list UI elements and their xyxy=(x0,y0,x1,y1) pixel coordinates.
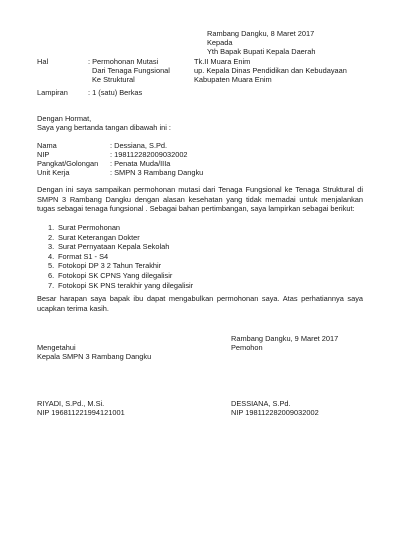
lampiran-value: : 1 (satu) Berkas xyxy=(88,88,143,97)
signatory-nip: NIP 196811221994121001 xyxy=(37,408,125,417)
header-place-date: Rambang Dangku, 8 Maret 2017 xyxy=(207,29,315,38)
identity-value: : 198112282009032002 xyxy=(110,150,188,159)
header-recipient-line: Kabupaten Muara Enim xyxy=(194,75,272,84)
header-recipient-line: Yth Bapak Bupati Kepala Daerah xyxy=(207,47,316,56)
attachment-item: 6. Fotokopi SK CPNS Yang dilegalisir xyxy=(48,270,173,280)
hal-value-line: Ke Struktural xyxy=(92,75,135,84)
attachment-item: 7. Fotokopi SK PNS terakhir yang dilegalisir xyxy=(48,280,194,290)
attachment-item: 1. Surat Permohonan xyxy=(48,223,121,232)
lampiran-label: Lampiran xyxy=(37,88,68,97)
signatory-name: DESSIANA, S.Pd. xyxy=(231,399,291,408)
signature-place-date: Rambang Dangku, 9 Maret 2017 xyxy=(231,334,339,343)
identity-value: : SMPN 3 Rambang Dangku xyxy=(110,168,204,177)
attachment-list xyxy=(48,223,193,290)
identity-label: NIP xyxy=(37,150,50,159)
header-kepada: Kepada xyxy=(207,38,233,47)
signature-role: Kepala SMPN 3 Rambang Dangku xyxy=(37,352,152,361)
attachment-item: 2. Surat Keterangan Dokter xyxy=(48,232,140,242)
closing-paragraph: Besar harapan saya bapak ibu dapat mengabulkan permohonan saya. Atas perhatiannya saya ucapkan terima kasih. xyxy=(37,294,363,313)
attachment-item: 5. Fotokopi DP 3 2 Tahun Terakhir xyxy=(48,261,162,271)
identity-label: Unit Kerja xyxy=(37,168,70,177)
salutation: Dengan Hormat, xyxy=(37,114,92,123)
identity-label: Pangkat/Golongan xyxy=(37,159,99,168)
signatory-nip: NIP 198112282009032002 xyxy=(231,408,319,417)
header-recipient-line: up. Kepala Dinas Pendidikan dan Kebudayaan xyxy=(194,66,347,75)
hal-value-line: : Permohonan Mutasi xyxy=(88,57,159,66)
attachment-item: 4. Format S1 - S4 xyxy=(48,251,109,261)
mengetahui-label: Mengetahui xyxy=(37,343,76,352)
hal-value-line: Dari Tenaga Fungsional xyxy=(92,66,170,75)
identity-value: : Penata Muda/IIIa xyxy=(110,159,171,168)
signatory-name: RIYADI, S.Pd., M.Si. xyxy=(37,399,105,408)
header-recipient-line: Tk.II Muara Enim xyxy=(194,57,251,66)
intro-line: Saya yang bertanda tangan dibawah ini : xyxy=(37,123,171,132)
signature-role: Pemohon xyxy=(231,343,263,352)
body-paragraph: Dengan ini saya sampaikan permohonan mutasi dari Tenaga Fungsional ke Tenaga Struktural di SMPN 3 Rambang Dangku dengan alasan kesehatan yang tidak memadai untuk menjalankan tugas sebagai tenaga fungsional . Sebagai bahan pertimbangan, saya lampirkan sebagai berikut: xyxy=(37,185,363,214)
identity-label: Nama xyxy=(37,141,57,150)
attachment-item: 3. Surat Pernyataan Kepala Sekolah xyxy=(48,242,170,252)
identity-value: : Dessiana, S.Pd. xyxy=(110,141,168,150)
hal-label: Hal xyxy=(37,57,49,66)
